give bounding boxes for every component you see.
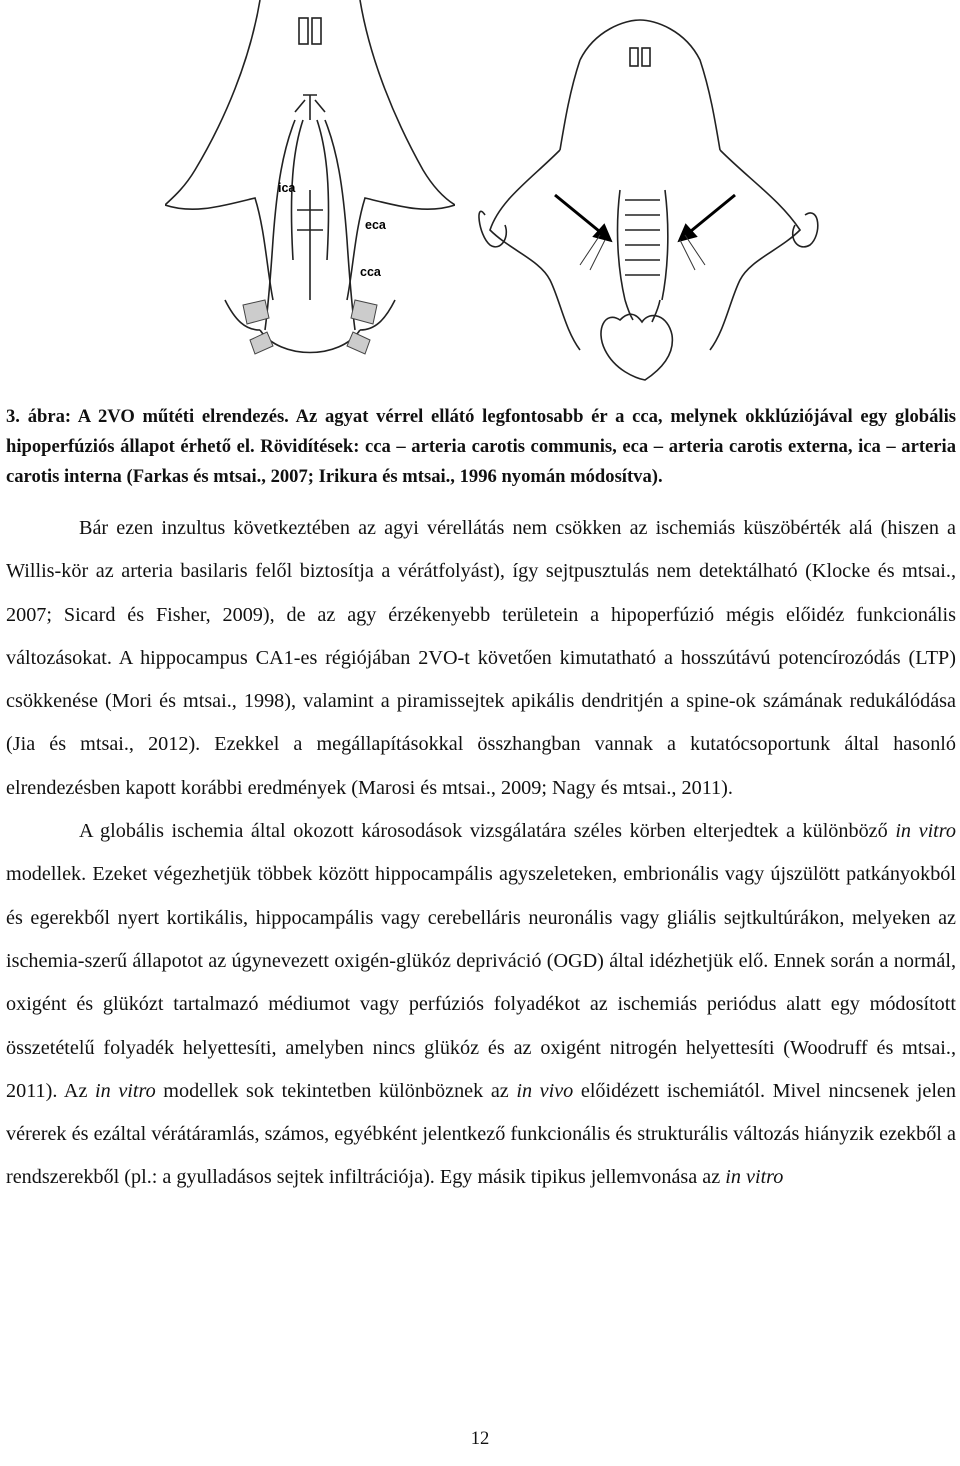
label-ica: ica [278,181,296,195]
body-text [6,507,956,1200]
label-eca: eca [365,218,386,232]
caption-label: 3. ábra: A 2VO műtéti elrendezés. [6,406,289,427]
rat-head-artery-diagram [165,0,455,380]
caption-text: Az agyat vérrel ellátó legfontosabb ér a cca, melynek okklúziójával egy globális hipoperfúziós állapot érhető el. Rövidítések: cca – arteria carotis communis, eca – arteria carotis externa, ica – arteria carotis interna (Farkas és mtsai., 2007; Irikura és mtsai., 1996 nyomán módosítva). [6,406,957,487]
rat-surgical-site-diagram [470,0,830,385]
label-cca: cca [360,265,381,279]
paragraph-1: Bár ezen inzultus következtében az agyi vérellátás nem csökken az ischemiás küszöbérték alá (hiszen a Willis-kör az arteria basilaris felől biztosítja a vérátfolyást), így sejtpusztulás nem detektálható (Klocke és mtsai., 2007; Sicard és Fisher, 2009), de az agy érzékenyebb területein a hipoperfúzió mégis előidéz funkcionális változásokat. A hippocampus CA1-es régiójában 2VO-t követően kimutatható a hosszútávú potencírozódás (LTP) csökkenése (Mori és mtsai., 1998), valamint a piramissejtek apikális dendritjén a spine-ok számának redukálódása (Jia és mtsai., 2012). Ezekkel a megállapításokkal összhangban vannak a kutatócsoportunk által hasonló elrendezésben kapott korábbi eredmények (Marosi és mtsai., 2009; Nagy és mtsai., 2011). [6,517,956,799]
page-number: 12 [470,1428,490,1449]
figure-caption [6,402,956,492]
paragraph-2: A globális ischemia által okozott károsodások vizsgálatára széles körben elterjedtek a különböző in vitro modellek. Ezeket végezhetjük többek között hippocampális agyszeleteken, embrionális vagy újszülött patkányokból és egerekből nyert kortikális, hippocampális vagy cerebelláris neuronális vagy gliális sejtkultúrákon, melyeken az ischemia-szerű állapotot az úgynevezett oxigén-glükóz depriváció (OGD) által idézhetjük elő. Ennek során a normál, oxigént és glükózt tartalmazó médiumot vagy perfúziós folyadékot az ischemiás periódus alatt egy módosított összetételű folyadék helyettesíti, amelyben nincs glükóz és az oxigént nitrogén helyettesíti (Woodruff és mtsai., 2011). Az in vitro modellek sok tekintetben különböznek az in vivo előidézett ischemiától. Mivel nincsenek jelen vérerek és ezáltal vérátáramlás, számos, egyébként jelentkező funkcionális és strukturális változás hiányzik ezekből a rendszerekből (pl.: a gyulladásos sejtek infiltrációja). Egy másik tipikus jellemvonása az in vitro [6,820,956,1189]
